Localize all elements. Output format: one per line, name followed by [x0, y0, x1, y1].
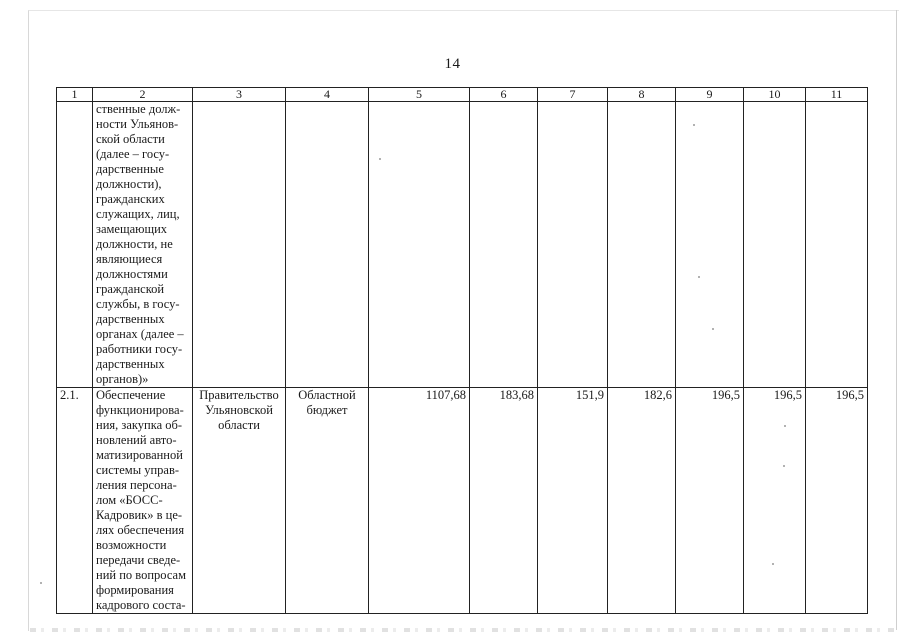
text-line: ской области — [96, 132, 165, 146]
text-line: замещающих — [96, 222, 168, 236]
cell-empty — [193, 102, 286, 388]
text-line: ний по вопросам — [96, 568, 186, 582]
text-line: возможности — [96, 538, 167, 552]
sheet-right-edge — [896, 10, 897, 630]
column-header-3: 3 — [193, 88, 286, 102]
text-line: матизированной — [96, 448, 183, 462]
column-header-10: 10 — [744, 88, 806, 102]
column-header-11: 11 — [806, 88, 868, 102]
text-line: ления персона- — [96, 478, 177, 492]
column-header-7: 7 — [538, 88, 608, 102]
text-line: формирования — [96, 583, 174, 597]
text-line: службы, в госу- — [96, 297, 180, 311]
text-line: дарственные — [96, 162, 164, 176]
cell-empty — [57, 102, 93, 388]
text-line: кадрового соста- — [96, 598, 186, 612]
value-col-8: 182,6 — [608, 388, 676, 614]
text-line: Обеспечение — [96, 388, 166, 402]
text-line: являющиеся — [96, 252, 163, 266]
cell-empty — [369, 102, 470, 388]
cell-empty — [538, 102, 608, 388]
column-header-9: 9 — [676, 88, 744, 102]
scan-speck — [40, 582, 42, 584]
text-line: новлений авто- — [96, 433, 177, 447]
text-line: служащих, лиц, — [96, 207, 180, 221]
column-header-2: 2 — [93, 88, 193, 102]
scan-speck — [379, 158, 381, 160]
text-line: ния, закупка об- — [96, 418, 183, 432]
text-line: Кадровик» в це- — [96, 508, 183, 522]
column-header-5: 5 — [369, 88, 470, 102]
text-line: системы управ- — [96, 463, 180, 477]
text-line: функционирова- — [96, 403, 184, 417]
table-row-continuation — [57, 102, 868, 388]
scan-bottom-noise — [30, 628, 895, 632]
value-total: 1107,68 — [369, 388, 470, 614]
text-line: лях обеспечения — [96, 523, 185, 537]
text-line: органов)» — [96, 372, 149, 386]
row-description — [93, 388, 193, 614]
column-header-4: 4 — [286, 88, 369, 102]
text-line: должности), — [96, 177, 162, 191]
text-line: дарственных — [96, 357, 165, 371]
cell-empty — [676, 102, 744, 388]
row-executor: Правительство Ульяновской области — [193, 388, 286, 614]
value-col-6: 183,68 — [470, 388, 538, 614]
column-number-row — [57, 88, 868, 102]
page-number: 14 — [444, 56, 461, 72]
row-number: 2.1. — [57, 388, 93, 614]
scan-speck — [698, 276, 700, 278]
scan-speck — [772, 563, 774, 565]
value-col-11: 196,5 — [806, 388, 868, 614]
text-line: ности Ульянов- — [96, 117, 179, 131]
text-line: органах (далее – — [96, 327, 184, 341]
value-col-9: 196,5 — [676, 388, 744, 614]
text-line: должностями — [96, 267, 168, 281]
scan-speck — [784, 425, 786, 427]
value-col-10: 196,5 — [744, 388, 806, 614]
text-line: гражданских — [96, 192, 165, 206]
column-header-8: 8 — [608, 88, 676, 102]
column-header-6: 6 — [470, 88, 538, 102]
text-line: работники госу- — [96, 342, 183, 356]
text-line: ственные долж- — [96, 102, 181, 116]
text-line: гражданской — [96, 282, 165, 296]
cell-empty — [286, 102, 369, 388]
text-line: лом «БОСС- — [96, 493, 163, 507]
column-header-1: 1 — [57, 88, 93, 102]
text-line: передачи сведе- — [96, 553, 181, 567]
cell-empty — [744, 102, 806, 388]
cell-empty — [806, 102, 868, 388]
cell-empty — [608, 102, 676, 388]
scan-speck — [693, 124, 695, 126]
scan-speck — [783, 465, 785, 467]
text-line: (далее – госу- — [96, 147, 170, 161]
value-col-7: 151,9 — [538, 388, 608, 614]
text-line: должности, не — [96, 237, 173, 251]
scan-speck — [712, 328, 714, 330]
cell-continued-text — [93, 102, 193, 388]
program-table — [56, 87, 868, 614]
cell-empty — [470, 102, 538, 388]
table-row-2-1 — [57, 388, 868, 614]
text-line: дарственных — [96, 312, 165, 326]
row-funding-source: Областной бюджет — [286, 388, 369, 614]
